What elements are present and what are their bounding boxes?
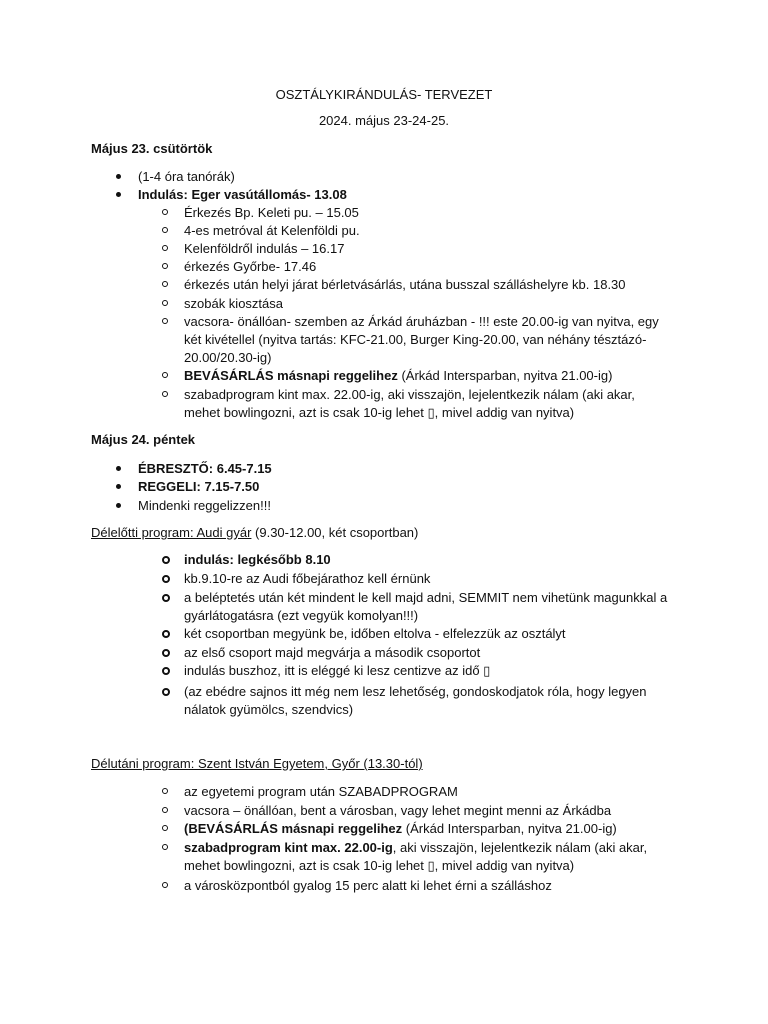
list-item: a beléptetés után két mindent le kell majd adni, SEMMIT nem vihetünk magunkkal a gyárlátogatásra (ezt vegyük komolyan!!!)	[184, 589, 674, 625]
list-item: az első csoport majd megvárja a második csoportot	[184, 644, 674, 662]
shopping-detail: (Árkád Intersparban, nyitva 21.00-ig)	[397, 368, 613, 383]
list-item: két csoportban megyünk be, időben eltolva - elfelezzük az osztályt	[184, 625, 674, 643]
list-item: indulás buszhoz, itt is eléggé ki lesz centizve az idő ▯	[184, 662, 674, 680]
list-item: az egyetemi program után SZABADPROGRAM	[184, 783, 662, 801]
list-item: Mindenki reggelizzen!!!	[138, 497, 698, 515]
list-item: Érkezés Bp. Keleti pu. – 15.05	[184, 204, 662, 222]
shopping-label: BEVÁSÁRLÁS másnapi reggelihez	[184, 368, 398, 383]
list-item: (az ebédre sajnos itt még nem lesz lehetőség, gondoskodjatok róla, hogy legyen nálatok gyümölcs, szendvics)	[184, 683, 674, 719]
day2-heading: Május 24. péntek	[91, 432, 196, 447]
shopping-detail: (Árkád Intersparban, nyitva 21.00-ig)	[402, 821, 617, 836]
morning-program-label: Délelőtti program: Audi gyár	[91, 525, 252, 540]
list-item: a városközpontból gyalog 15 perc alatt ki lehet érni a szálláshoz	[184, 877, 662, 895]
free-program-label: szabadprogram kint max. 22.00-ig	[184, 840, 393, 855]
list-item	[184, 839, 662, 875]
list-item: indulás: legkésőbb 8.10	[184, 551, 674, 569]
list-item: kb.9.10-re az Audi főbejárathoz kell érnünk	[184, 570, 674, 588]
list-item: vacsora – önállóan, bent a városban, vagy lehet megint menni az Árkádba	[184, 802, 662, 820]
free-program-detail: , aki visszajön, lejelentkezik nálam (aki akar, mehet bowlingozni, azt is csak 10-ig lehet ▯, mivel addig van nyitva)	[184, 840, 648, 873]
list-item: vacsora- önállóan- szemben az Árkád áruházban - !!! este 20.00-ig van nyitva, egy két kivétellel (nyitva tartás: KFC-21.00, Burger King-20.00, van néhány tésztázó- 20.00/20.30-ig)	[184, 313, 662, 367]
list-item: REGGELI: 7.15-7.50	[138, 478, 698, 496]
document-dates: 2024. május 23-24-25.	[318, 113, 450, 128]
list-item: szabadprogram kint max. 22.00-ig, aki visszajön, lejelentkezik nálam (aki akar, mehet bowlingozni, azt is csak 10-ig lehet ▯, mivel addig van nyitva)	[184, 386, 662, 422]
list-item: ÉBRESZTŐ: 6.45-7.15	[138, 460, 698, 478]
afternoon-program-label: Délutáni program: Szent István Egyetem, Győr (13.30-tól)	[91, 756, 423, 771]
list-item: 4-es metróval át Kelenföldi pu.	[184, 222, 662, 240]
list-item: (1-4 óra tanórák)	[138, 168, 698, 186]
list-item: szobák kiosztása	[184, 295, 662, 313]
list-item	[184, 367, 662, 385]
shopping-label: (BEVÁSÁRLÁS másnapi reggelihez	[184, 821, 403, 836]
document-title: OSZTÁLYKIRÁNDULÁS- TERVEZET	[275, 87, 493, 102]
list-item	[184, 820, 662, 838]
list-item: érkezés Győrbe- 17.46	[184, 258, 662, 276]
morning-program-heading	[91, 525, 418, 541]
list-item: érkezés után helyi járat bérletvásárlás, utána busszal szálláshelyre kb. 18.30	[184, 276, 662, 294]
afternoon-program-heading	[91, 756, 423, 772]
day1-heading: Május 23. csütörtök	[91, 141, 213, 156]
morning-program-time: (9.30-12.00, két csoportban)	[251, 525, 419, 540]
list-item: Indulás: Eger vasútállomás- 13.08	[138, 186, 698, 204]
list-item: Kelenföldről indulás – 16.17	[184, 240, 662, 258]
